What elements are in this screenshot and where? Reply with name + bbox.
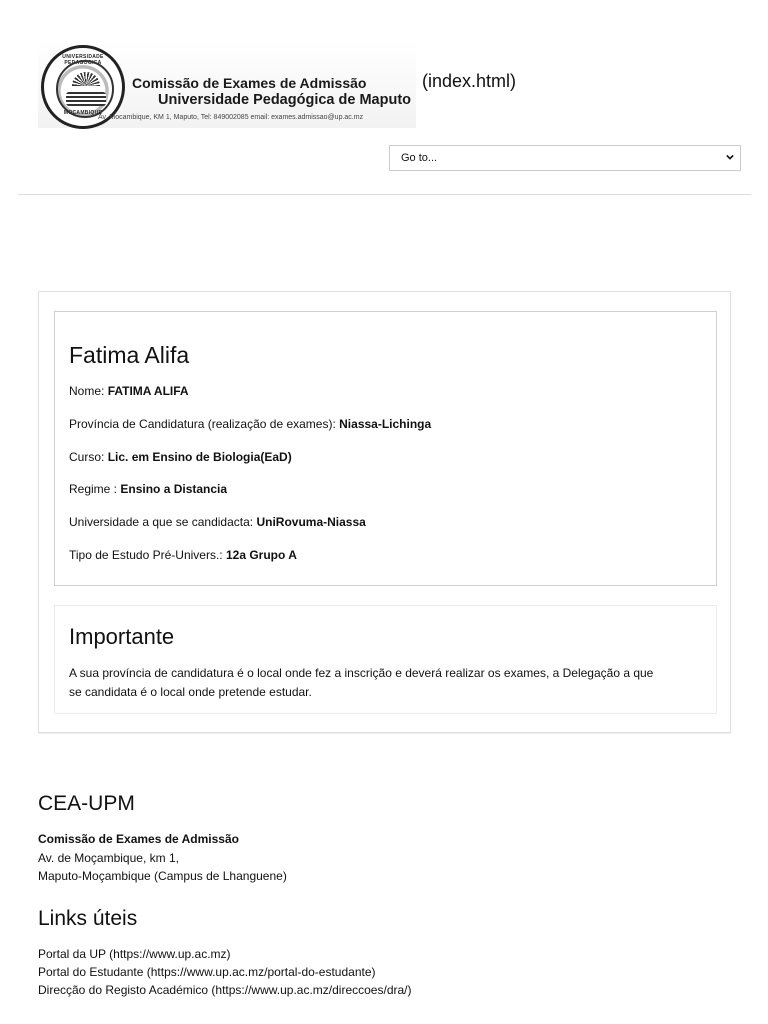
field-label: Universidade a que se candidacta:: [69, 515, 257, 529]
footer-link-portal-estudante[interactable]: Portal do Estudante (https://www.up.ac.mz/portal-do-estudante): [38, 965, 376, 979]
banner-contacts: Av. Mocambique, KM 1, Maputo, Tel: 849002085 email: exames.admissao@up.ac.mz: [98, 114, 364, 121]
important-text: A sua província de candidatura é o local onde fez a inscrição e deverá realizar os exames, a Delegação a que se candidata é o local onde pretende estudar.: [69, 666, 654, 699]
seal-waves-icon: [66, 92, 106, 106]
goto-select[interactable]: [389, 145, 741, 171]
footer-address-line1: Av. de Moçambique, km 1,: [38, 851, 179, 865]
field-value: Ensino a Distancia: [120, 482, 228, 496]
profile-panel: [54, 311, 717, 586]
footer-link-registo-academico[interactable]: Direcção do Registo Académico (https://www.up.ac.mz/direccoes/dra/): [38, 983, 412, 997]
field-value: UniRovuma-Niassa: [256, 515, 366, 529]
field-value: Niassa-Lichinga: [339, 417, 432, 431]
important-panel: [54, 605, 717, 714]
footer-links-heading: Links úteis: [38, 907, 138, 930]
seal-bottom-text: MOÇAMBIQUE: [63, 110, 103, 116]
footer-org-name: Comissão de Exames de Admissão: [38, 832, 239, 846]
header-divider: [18, 194, 751, 195]
field-label: Regime :: [69, 482, 121, 496]
field-tipo-estudo: [69, 548, 297, 562]
field-label: Curso:: [69, 450, 108, 464]
field-provincia: [69, 417, 431, 431]
goto-select-value: Go to...: [401, 152, 438, 164]
logo-banner[interactable]: [38, 42, 416, 128]
field-regime: [69, 482, 227, 496]
field-label: Província de Candidatura (realização de exames):: [69, 417, 340, 431]
important-heading: Importante: [69, 624, 175, 649]
field-value: Lic. em Ensino de Biologia(EaD): [107, 450, 292, 464]
field-universidade: [69, 515, 366, 529]
footer-about-heading: CEA-UPM: [38, 792, 135, 815]
chevron-down-icon: [726, 153, 734, 161]
banner-title-line1: Comissão de Exames de Admissão: [132, 75, 367, 91]
footer-link-portal-up[interactable]: Portal da UP (https://www.up.ac.mz): [38, 947, 231, 961]
field-value: 12a Grupo A: [225, 548, 297, 562]
field-label: Nome:: [69, 384, 108, 398]
field-label: Tipo de Estudo Pré-Univers.:: [69, 548, 226, 562]
field-nome: [69, 384, 189, 398]
index-link[interactable]: (index.html): [422, 71, 517, 91]
field-value: FATIMA ALIFA: [107, 384, 189, 398]
candidate-name-heading: Fatima Alifa: [69, 342, 190, 368]
banner-title-line2: Universidade Pedagógica de Maputo: [158, 92, 411, 108]
footer-address-line2: Maputo-Moçambique (Campus de Lhanguene): [38, 869, 287, 883]
seal-top-text: UNIVERSIDADE PEDAGÓGICA: [62, 54, 104, 66]
site-header: [0, 0, 768, 195]
field-curso: [69, 450, 292, 464]
candidate-card: [38, 291, 731, 733]
